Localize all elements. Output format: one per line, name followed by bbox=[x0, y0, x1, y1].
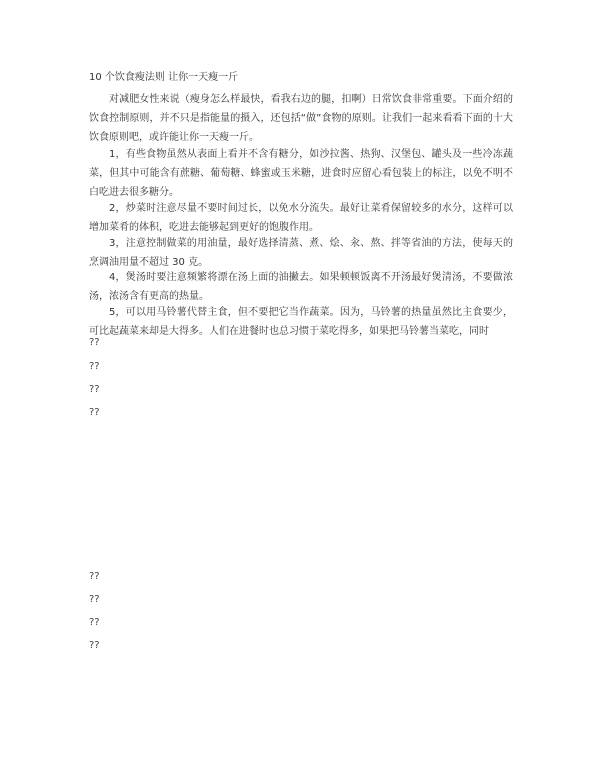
rule-4-paragraph: 4，煲汤时要注意频繁将漂在汤上面的油撇去。如果顿顿饭离不开汤最好煲清汤，不要做浓汤，浓汤含有更高的热量。 bbox=[89, 272, 513, 302]
missing-glyph-text: ?? bbox=[89, 407, 100, 418]
missing-glyph-text: ?? bbox=[89, 571, 100, 582]
rule-3-paragraph: 3，注意控制做菜的用油量，最好选择清蒸、煮、烩、汆、熬、拌等省油的方法，使每天的烹调油用量不超过 30 克。 bbox=[89, 238, 513, 268]
missing-glyph-text: ?? bbox=[89, 384, 100, 395]
document-title: 10 个饮食瘦法则 让你一天瘦一斤 bbox=[89, 72, 239, 83]
missing-glyph-text: ?? bbox=[89, 337, 100, 348]
missing-glyph-text: ?? bbox=[89, 617, 100, 628]
missing-glyph-text: ?? bbox=[89, 361, 100, 372]
missing-glyph-text: ?? bbox=[89, 640, 100, 651]
rule-2-paragraph: 2，炒菜时注意尽量不要时间过长，以免水分流失。最好让菜肴保留较多的水分，这样可以增加菜肴的体积，吃进去能够起到更好的饱腹作用。 bbox=[89, 203, 513, 233]
intro-paragraph: 对减肥女性来说（瘦身怎么样最快，看我右边的腿，扣啊）日常饮食非常重要。下面介绍的饮食控制原则，并不只是指能量的摄入，还包括“做”食物的原则。让我们一起来看看下面的十大饮食原则吧，或许能让你一天瘦一斤。 bbox=[89, 94, 513, 143]
missing-glyph-text: ?? bbox=[89, 594, 100, 605]
rule-1-paragraph: 1，有些食物虽然从表面上看并不含有糖分，如沙拉酱、热狗、汉堡包、罐头及一些冷冻蔬菜，但其中可能含有蔗糖、葡萄糖、蜂蜜或玉米糖，进食时应留心看包装上的标注，以免不明不白吃进去很多糖分。 bbox=[89, 149, 513, 198]
rule-5-paragraph: 5，可以用马铃薯代替主食，但不要把它当作蔬菜。因为，马铃薯的热量虽然比主食要少，可比起蔬菜来却是大得多。人们在进餐时也总习惯于菜吃得多，如果把马铃薯当菜吃，同时 bbox=[89, 307, 513, 337]
